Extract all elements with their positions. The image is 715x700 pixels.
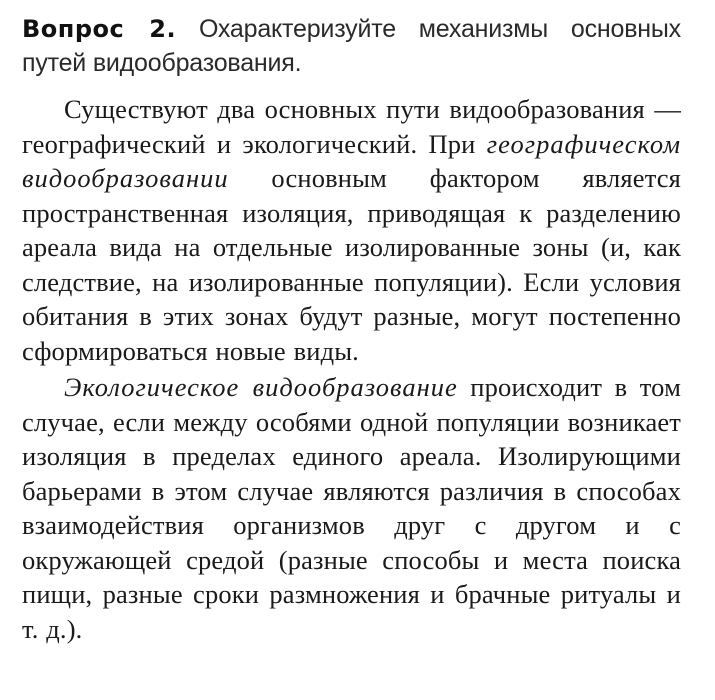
question-label: Вопрос 2. — [22, 15, 177, 43]
answer-paragraph-2 — [22, 370, 681, 646]
answer-p2-rest: происходит в том случае, если между особями одной популяции возникает изоляция в пределах единого ареала. Изолирующими барьерами в этом случае являются различия в способах взаимодействия организмов друг с другом и с окружающей средой (разные способы и места поиска пищи, разные сроки размножения и брачные ритуалы и т. д.). — [22, 372, 681, 644]
question-text: Охарактеризуйте механизмы основных путей видообразования. — [22, 15, 681, 77]
question-block — [22, 12, 681, 80]
answer-p1-intro: Существуют два основных пути видообразования — географический и экологический. При — [22, 94, 681, 159]
term-geographic-speciation: географическом видообразовании — [22, 128, 681, 193]
answer-paragraph-1 — [22, 92, 681, 368]
answer-p1-rest: основным фактором является пространственная изоляция, приводящая к разделению ареала вида на отдельные изолированные зоны (и, как следствие, на изолированные популяции). Если условия обитания в этих зонах будут разные, могут постепенно сформироваться новые виды. — [22, 163, 681, 366]
term-ecological-speciation: Экологическое видообразование — [64, 372, 458, 402]
